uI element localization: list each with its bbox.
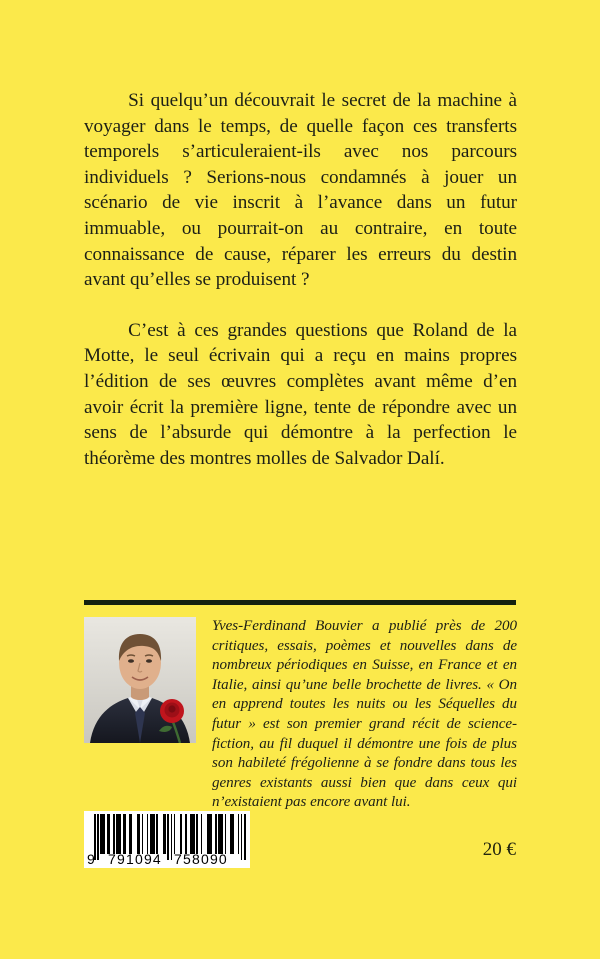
price-label: 20 € [482, 839, 516, 860]
barcode-digits [84, 851, 250, 868]
author-photo [84, 617, 196, 743]
author-bio-text: Yves-Ferdinand Bouvier a publié près de 200 critiques, essais, poèmes et nouvelles dans de nombreux périodiques en Suisse, en France et en Italie, ainsi qu’une belle brochette de livres. « On en apprend toutes les nuits ou les Séquelles du futur » est son premier grand récit de science-fiction, au fil duquel il démontre une fois de plus son habileté frégolienne à se fondre dans tous les genres existants aussi bien que dans ceux qui n’existaient pas encore avant lui. [212, 618, 517, 811]
barcode-right-group: 758090 [174, 851, 228, 867]
blurb-paragraph-2: C’est à ces grandes questions que Roland de la Motte, le seul écrivain qui a reçu en mains propres l’édition de ses œuvres complètes avant même d’en avoir écrit la première ligne, tente de répondre avec un sens de l’absurde qui démontre à la perfection le théorème des montres molles de Salvador Dalí. [84, 319, 517, 469]
isbn-barcode [84, 811, 250, 868]
author-bio [212, 617, 517, 813]
horizontal-rule [84, 600, 516, 605]
barcode-lead-digit: 9 [87, 851, 95, 867]
blurb [84, 88, 517, 471]
blurb-paragraph-1: Si quelqu’un découvrait le secret de la machine à voyager dans le temps, de quelle façon ces transferts temporels s’articuleraient-ils avec nos parcours individuels ? Serions-nous condamnés à jouer un scénario de vie inscrit à l’avance dans un futur immuable, ou pourrait-on au contraire, en toute connaissance de cause, réparer les erreurs du destin avant qu’elles se produisent ? [84, 90, 517, 291]
barcode-bars [94, 814, 246, 854]
author-portrait-illustration [84, 617, 196, 743]
barcode-left-group: 791094 [108, 851, 162, 867]
